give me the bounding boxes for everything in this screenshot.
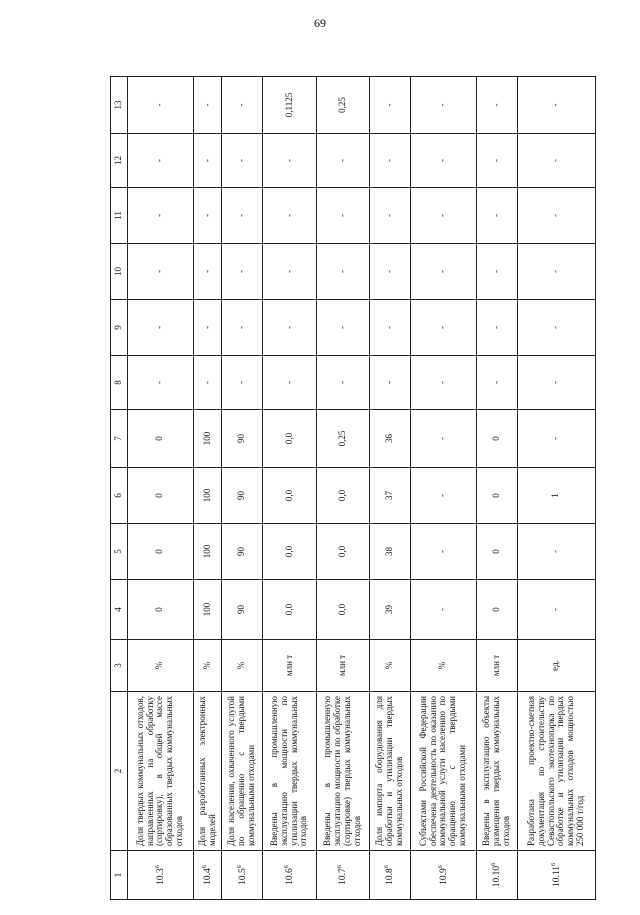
indicator-name: Доля населения, охваченного услугой по обращению с твердыми коммунальными отходами [222, 692, 263, 851]
value-cell: - [193, 300, 222, 356]
value-cell: 100 [193, 468, 222, 524]
rotated-table-container [110, 77, 596, 900]
value-cell: - [370, 244, 411, 300]
value-cell: - [411, 134, 477, 188]
value-cell: - [193, 134, 222, 188]
row-number-text: 10.9 [438, 868, 449, 885]
table-row [517, 77, 595, 900]
value-cell: - [316, 356, 369, 410]
value-cell: - [411, 468, 477, 524]
value-cell: - [222, 244, 263, 300]
indicator-name: Субъектами Российской Федерации обеспечена деятельность по оказанию коммунальной услуги населению по обращению с твердыми коммунальными отходами [411, 692, 477, 851]
row-number-text: 10.8 [385, 868, 396, 885]
table-row [316, 77, 369, 900]
row-number [193, 851, 222, 900]
value-cell: - [411, 580, 477, 640]
value-cell: 0 [128, 468, 194, 524]
value-cell: - [476, 188, 517, 244]
footnote-mark: 6 [384, 865, 391, 869]
footnote-mark: 6 [491, 862, 497, 866]
row-number [370, 851, 411, 900]
indicators-table [110, 76, 596, 900]
table-row [411, 77, 477, 900]
table-row [222, 77, 263, 900]
table-row [476, 77, 517, 900]
value-cell: - [517, 356, 595, 410]
value-cell: 90 [222, 468, 263, 524]
value-cell: 0 [476, 580, 517, 640]
footnote-mark: 6 [154, 865, 161, 869]
value-cell: - [128, 244, 194, 300]
value-cell: - [517, 134, 595, 188]
row-number [128, 851, 194, 900]
column-header: 5 [111, 524, 128, 580]
column-header: 10 [111, 244, 128, 300]
value-cell: - [222, 188, 263, 244]
footnote-mark: 6 [236, 865, 243, 869]
column-header: 9 [111, 300, 128, 356]
value-cell: - [222, 300, 263, 356]
row-number-text: 10.10 [492, 865, 503, 888]
value-cell: 0,0 [263, 410, 316, 468]
value-cell: - [476, 77, 517, 134]
value-cell: - [316, 244, 369, 300]
value-cell: - [476, 356, 517, 410]
value-cell: 36 [370, 410, 411, 468]
value-cell: 0 [476, 410, 517, 468]
value-cell: - [517, 188, 595, 244]
value-cell: 37 [370, 468, 411, 524]
value-cell: 0,0 [316, 580, 369, 640]
value-cell: 0,0 [316, 468, 369, 524]
value-cell: - [476, 244, 517, 300]
header-row [111, 77, 128, 900]
row-number [316, 851, 369, 900]
indicator-name: Доля твердых коммунальных отходов, направленных на обработку (сортировку), в общей массе образованных твердых коммунальных отходов [128, 692, 194, 851]
indicator-name: Введены в эксплуатацию объекты размещения твердых коммунальных отходов [476, 692, 517, 851]
value-cell: - [517, 244, 595, 300]
value-cell: 1 [517, 468, 595, 524]
value-cell: - [222, 77, 263, 134]
row-number-text: 10.7 [338, 868, 349, 885]
unit-cell: млн т [263, 640, 316, 692]
value-cell: - [517, 410, 595, 468]
unit-cell: % [222, 640, 263, 692]
value-cell: 0 [128, 410, 194, 468]
value-cell: - [411, 524, 477, 580]
page-number: 69 [314, 16, 326, 30]
value-cell: 39 [370, 580, 411, 640]
value-cell: - [411, 188, 477, 244]
value-cell: 0 [128, 524, 194, 580]
table-body [128, 77, 596, 900]
indicator-name: Введены в промышленную эксплуатацию мощности по утилизации твердых коммунальных отходов [263, 692, 316, 851]
value-cell: 100 [193, 524, 222, 580]
indicator-name: Введены в промышленную эксплуатацию мощности по обработке (сортировке) твердых коммунальных отходов [316, 692, 369, 851]
value-cell: - [222, 134, 263, 188]
value-cell: 0,25 [316, 77, 369, 134]
value-cell: - [316, 300, 369, 356]
value-cell: 38 [370, 524, 411, 580]
indicator-name: Доля разработанных электронных моделей [193, 692, 222, 851]
unit-cell: % [128, 640, 194, 692]
value-cell: 0 [476, 468, 517, 524]
value-cell: - [370, 134, 411, 188]
value-cell: - [411, 244, 477, 300]
value-cell: - [263, 356, 316, 410]
value-cell: - [517, 77, 595, 134]
value-cell: - [128, 77, 194, 134]
value-cell: 100 [193, 410, 222, 468]
column-header: 11 [111, 188, 128, 244]
footnote-mark: 6 [550, 862, 557, 866]
row-number [476, 851, 517, 900]
value-cell: - [316, 188, 369, 244]
value-cell: - [193, 244, 222, 300]
row-number [411, 851, 477, 900]
column-header: 3 [111, 640, 128, 692]
value-cell: - [263, 300, 316, 356]
value-cell: - [128, 356, 194, 410]
value-cell: 0,25 [316, 410, 369, 468]
row-number-text: 10.11 [551, 865, 562, 888]
table-row [128, 77, 194, 900]
unit-cell: млн т [316, 640, 369, 692]
value-cell: - [263, 134, 316, 188]
value-cell: - [476, 134, 517, 188]
row-number-text: 10.5 [237, 868, 248, 885]
value-cell: - [476, 300, 517, 356]
value-cell: - [193, 356, 222, 410]
row-number-text: 10.4 [202, 868, 213, 885]
column-header: 1 [111, 851, 128, 900]
column-header: 13 [111, 77, 128, 134]
column-header: 7 [111, 410, 128, 468]
value-cell: 90 [222, 524, 263, 580]
indicator-name: Доля импорта оборудования для обработки и утилизации твердых коммунальных отходов [370, 692, 411, 851]
row-number-text: 10.3 [155, 868, 166, 885]
row-number [263, 851, 316, 900]
column-header: 4 [111, 580, 128, 640]
row-number [517, 851, 595, 900]
value-cell: - [370, 77, 411, 134]
value-cell: - [411, 300, 477, 356]
value-cell: 0 [476, 524, 517, 580]
value-cell: - [263, 188, 316, 244]
value-cell: - [193, 188, 222, 244]
column-header: 6 [111, 468, 128, 524]
footnote-mark: 6 [337, 865, 344, 869]
column-header: 12 [111, 134, 128, 188]
value-cell: - [316, 134, 369, 188]
column-header: 8 [111, 356, 128, 410]
value-cell: 90 [222, 580, 263, 640]
footnote-mark: 6 [437, 865, 444, 869]
unit-cell: млн т [476, 640, 517, 692]
value-cell: - [370, 300, 411, 356]
value-cell: - [411, 410, 477, 468]
value-cell: 90 [222, 410, 263, 468]
indicator-name: Разработана проектно-сметная документация по строительству Севастопольского экотехнопарка по обработке и утилизации твердых коммунальных отходов мощностью 250 000 т/год [517, 692, 595, 851]
column-header: 2 [111, 692, 128, 851]
table-row [263, 77, 316, 900]
value-cell: 0,0 [316, 524, 369, 580]
value-cell: - [370, 188, 411, 244]
row-number-text: 10.6 [284, 868, 295, 885]
table-row [370, 77, 411, 900]
row-number [222, 851, 263, 900]
value-cell: - [517, 580, 595, 640]
value-cell: - [128, 300, 194, 356]
value-cell: - [128, 134, 194, 188]
value-cell: - [517, 524, 595, 580]
value-cell: - [222, 356, 263, 410]
value-cell: - [128, 188, 194, 244]
table-row [193, 77, 222, 900]
value-cell: 0,0 [263, 468, 316, 524]
unit-cell: % [193, 640, 222, 692]
value-cell: - [193, 77, 222, 134]
value-cell: 0 [128, 580, 194, 640]
value-cell: - [370, 356, 411, 410]
value-cell: - [411, 77, 477, 134]
footnote-mark: 6 [283, 865, 290, 869]
value-cell: 0,1125 [263, 77, 316, 134]
unit-cell: % [370, 640, 411, 692]
value-cell: - [263, 244, 316, 300]
value-cell: 0,0 [263, 524, 316, 580]
value-cell: - [517, 300, 595, 356]
value-cell: 100 [193, 580, 222, 640]
footnote-mark: 6 [201, 865, 208, 869]
value-cell: - [411, 356, 477, 410]
unit-cell: % [411, 640, 477, 692]
value-cell: 0,0 [263, 580, 316, 640]
unit-cell: ед. [517, 640, 595, 692]
